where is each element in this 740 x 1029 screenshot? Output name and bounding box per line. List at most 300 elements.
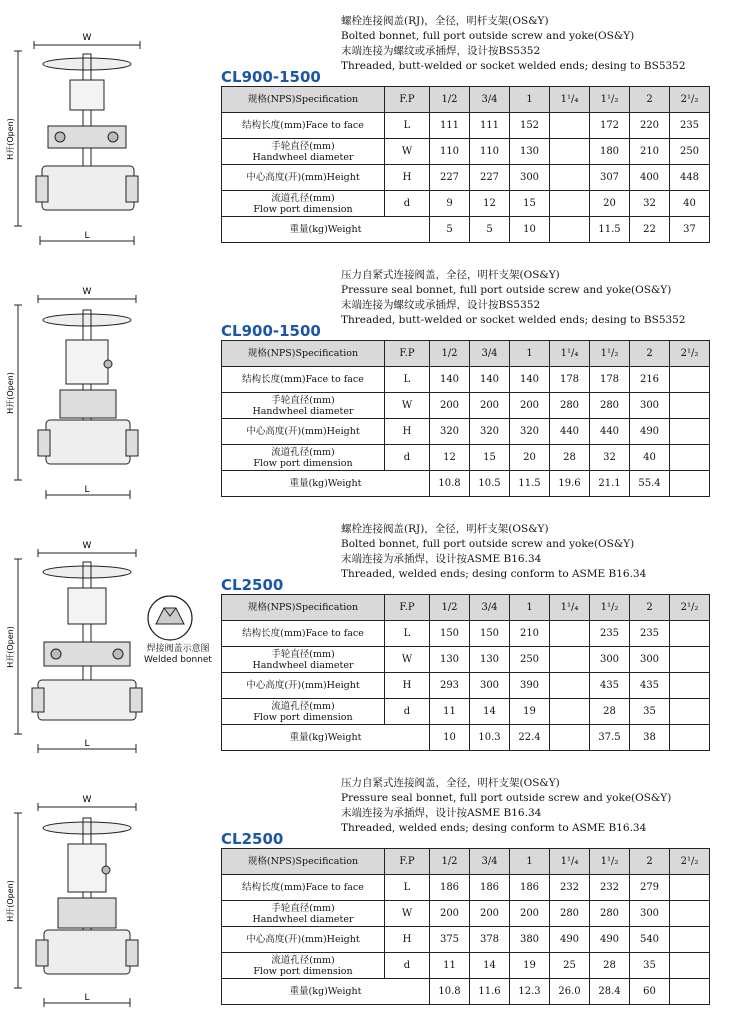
- size-header: 1/2: [430, 87, 470, 113]
- table-cell: 11.5: [510, 471, 550, 497]
- row-label-en: Flow port dimension: [253, 457, 353, 469]
- table-cell: 435: [590, 673, 630, 699]
- length-dimension-label: L: [84, 739, 90, 749]
- bolted-bonnet-valve-drawing: [8, 16, 143, 246]
- table-cell: 10.3: [470, 725, 510, 751]
- table-header-row: [222, 87, 710, 113]
- table-cell: 19: [510, 699, 550, 725]
- table-cell: 26.0: [550, 979, 590, 1005]
- table-header-row: [222, 341, 710, 367]
- width-dimension-label: W: [82, 287, 92, 297]
- length-dimension-label: L: [84, 993, 90, 1003]
- table-cell: 300: [590, 647, 630, 673]
- row-label: 结构长度(mm)Face to face: [222, 875, 385, 901]
- pressure-seal-valve-drawing: [8, 778, 143, 1008]
- table-cell: [670, 445, 710, 471]
- row-label: 中心高度(开)(mm)Height: [222, 165, 385, 191]
- table-cell: 200: [430, 901, 470, 927]
- weight-row: [222, 725, 710, 751]
- table-cell: [670, 875, 710, 901]
- table-cell: 186: [510, 875, 550, 901]
- table-cell: 490: [550, 927, 590, 953]
- size-header: 2: [630, 849, 670, 875]
- spec-header: 规格(NPS)Specification: [222, 595, 385, 621]
- table-cell: 200: [470, 901, 510, 927]
- height-row: [222, 419, 710, 445]
- row-label: [222, 699, 385, 725]
- fp-header: F.P: [385, 849, 430, 875]
- size-header: 3/4: [470, 87, 510, 113]
- table-cell: 400: [630, 165, 670, 191]
- table-cell: 28.4: [590, 979, 630, 1005]
- table-cell: [670, 367, 710, 393]
- flow-port-row: [222, 445, 710, 471]
- table-cell: 11.5: [590, 217, 630, 243]
- row-label-cn: 手轮直径(mm): [271, 140, 335, 152]
- desc-line: 末端连接为承插焊，设计按ASME B16.34: [341, 553, 542, 565]
- pressure-class-label: CL900-1500: [221, 322, 321, 340]
- table-cell: 20: [590, 191, 630, 217]
- spec-table: [221, 848, 710, 1005]
- desc-line: Pressure seal bonnet, full port outside screw and yoke(OS&Y): [341, 284, 672, 296]
- desc-line: Threaded, butt-welded or socket welded ends; desing to BS5352: [341, 314, 686, 326]
- table-cell: 140: [430, 367, 470, 393]
- table-cell: 435: [630, 673, 670, 699]
- length-dimension-label: L: [84, 231, 90, 241]
- size-header: 2: [630, 87, 670, 113]
- row-label: [222, 953, 385, 979]
- table-cell: 300: [470, 673, 510, 699]
- table-cell: 110: [470, 139, 510, 165]
- size-header: 2: [630, 341, 670, 367]
- table-cell: 21.1: [590, 471, 630, 497]
- desc-line: 压力自紧式连接阀盖，全径，明杆支架(OS&Y): [341, 777, 560, 789]
- desc-line: 末端连接为螺纹或承插焊，设计按BS5352: [341, 299, 541, 311]
- bolted-bonnet-valve-drawing: [8, 524, 143, 754]
- row-label: [222, 393, 385, 419]
- table-cell: 235: [630, 621, 670, 647]
- spec-header: 规格(NPS)Specification: [222, 341, 385, 367]
- row-label-en: Handwheel diameter: [252, 659, 354, 671]
- size-header: 1: [510, 595, 550, 621]
- table-cell: 178: [590, 367, 630, 393]
- table-cell: 227: [430, 165, 470, 191]
- table-cell: [550, 139, 590, 165]
- table-cell: [550, 647, 590, 673]
- spec-table: [221, 594, 710, 751]
- desc-line: 压力自紧式连接阀盖，全径，明杆支架(OS&Y): [341, 269, 560, 281]
- size-header: 2¹/₂: [670, 341, 710, 367]
- desc-line: 螺栓连接阀盖(RJ)，全径，明杆支架(OS&Y): [341, 15, 549, 27]
- fp-header: F.P: [385, 595, 430, 621]
- row-label-cn: 流道孔径(mm): [271, 446, 335, 458]
- size-header: 2¹/₂: [670, 849, 710, 875]
- height-dimension-label: H开(Open): [6, 626, 15, 668]
- table-cell: 22.4: [510, 725, 550, 751]
- row-code: W: [385, 901, 430, 927]
- row-label-cn: 手轮直径(mm): [271, 902, 335, 914]
- row-label: 结构长度(mm)Face to face: [222, 113, 385, 139]
- section-description: [341, 14, 686, 74]
- flow-port-row: [222, 953, 710, 979]
- table-cell: 32: [630, 191, 670, 217]
- size-header: 2: [630, 595, 670, 621]
- height-row: [222, 673, 710, 699]
- table-cell: 280: [550, 901, 590, 927]
- handwheel-row: [222, 647, 710, 673]
- table-cell: 150: [470, 621, 510, 647]
- table-cell: 200: [510, 393, 550, 419]
- face-to-face-row: [222, 113, 710, 139]
- height-dimension-label: H开(Open): [6, 880, 15, 922]
- table-cell: 440: [550, 419, 590, 445]
- size-header: 1/2: [430, 595, 470, 621]
- table-cell: 220: [630, 113, 670, 139]
- table-cell: 35: [630, 953, 670, 979]
- row-label-cn: 流道孔径(mm): [271, 700, 335, 712]
- height-dimension-label: H开(Open): [6, 372, 15, 414]
- face-to-face-row: [222, 367, 710, 393]
- row-label-en: Flow port dimension: [253, 203, 353, 215]
- handwheel-row: [222, 393, 710, 419]
- row-label: [222, 901, 385, 927]
- table-cell: 378: [470, 927, 510, 953]
- table-cell: 250: [510, 647, 550, 673]
- table-cell: 37.5: [590, 725, 630, 751]
- row-label: 中心高度(开)(mm)Height: [222, 419, 385, 445]
- table-cell: 150: [430, 621, 470, 647]
- pressure-class-label: CL2500: [221, 576, 284, 594]
- table-cell: 440: [590, 419, 630, 445]
- table-cell: 390: [510, 673, 550, 699]
- table-cell: [670, 621, 710, 647]
- table-cell: 19.6: [550, 471, 590, 497]
- section-description: [341, 268, 686, 328]
- size-header: 3/4: [470, 849, 510, 875]
- table-cell: 320: [510, 419, 550, 445]
- table-cell: 32: [590, 445, 630, 471]
- table-cell: 40: [630, 445, 670, 471]
- desc-line: Threaded, butt-welded or socket welded ends; desing to BS5352: [341, 60, 686, 72]
- width-dimension-label: W: [82, 33, 92, 43]
- size-header: 1¹/₄: [550, 849, 590, 875]
- table-cell: 300: [510, 165, 550, 191]
- table-cell: [550, 191, 590, 217]
- table-cell: 235: [590, 621, 630, 647]
- table-cell: 14: [470, 699, 510, 725]
- table-cell: 300: [630, 647, 670, 673]
- row-code: H: [385, 419, 430, 445]
- table-cell: 37: [670, 217, 710, 243]
- table-cell: [670, 673, 710, 699]
- table-cell: 28: [590, 953, 630, 979]
- table-cell: [550, 217, 590, 243]
- desc-line: 末端连接为承插焊，设计按ASME B16.34: [341, 807, 542, 819]
- spec-table: [221, 340, 710, 497]
- table-cell: 5: [470, 217, 510, 243]
- valve-section-2: [0, 268, 740, 518]
- table-cell: 110: [430, 139, 470, 165]
- table-cell: 12: [430, 445, 470, 471]
- table-cell: 5: [430, 217, 470, 243]
- table-cell: [670, 393, 710, 419]
- row-code: W: [385, 393, 430, 419]
- table-cell: 186: [470, 875, 510, 901]
- weld-note-en: Welded bonnet: [144, 655, 212, 665]
- size-header: 1¹/₂: [590, 341, 630, 367]
- table-cell: 140: [470, 367, 510, 393]
- table-cell: 38: [630, 725, 670, 751]
- table-cell: 15: [470, 445, 510, 471]
- table-cell: 152: [510, 113, 550, 139]
- table-cell: 200: [470, 393, 510, 419]
- size-header: 1¹/₄: [550, 87, 590, 113]
- height-row: [222, 927, 710, 953]
- table-cell: 14: [470, 953, 510, 979]
- size-header: 2¹/₂: [670, 87, 710, 113]
- table-cell: [670, 699, 710, 725]
- table-cell: 10.8: [430, 979, 470, 1005]
- size-header: 1/2: [430, 849, 470, 875]
- spec-table: [221, 86, 710, 243]
- size-header: 1: [510, 341, 550, 367]
- height-row: [222, 165, 710, 191]
- table-cell: 210: [510, 621, 550, 647]
- table-cell: 10.8: [430, 471, 470, 497]
- size-header: 1¹/₄: [550, 595, 590, 621]
- desc-line: Bolted bonnet, full port outside screw and yoke(OS&Y): [341, 30, 635, 42]
- table-cell: 130: [510, 139, 550, 165]
- pressure-class-label: CL900-1500: [221, 68, 321, 86]
- width-dimension-label: W: [82, 541, 92, 551]
- row-code: W: [385, 647, 430, 673]
- row-label-en: Handwheel diameter: [252, 151, 354, 163]
- table-cell: 490: [590, 927, 630, 953]
- table-cell: 20: [510, 445, 550, 471]
- table-cell: [670, 419, 710, 445]
- size-header: 1¹/₂: [590, 849, 630, 875]
- size-header: 3/4: [470, 341, 510, 367]
- row-label-cn: 流道孔径(mm): [271, 954, 335, 966]
- table-cell: 10: [430, 725, 470, 751]
- table-cell: 232: [590, 875, 630, 901]
- length-dimension-label: L: [84, 485, 90, 495]
- table-cell: [550, 673, 590, 699]
- table-cell: 227: [470, 165, 510, 191]
- row-label: 重量(kg)Weight: [222, 471, 430, 497]
- table-cell: [550, 165, 590, 191]
- row-label-cn: 手轮直径(mm): [271, 648, 335, 660]
- row-code: L: [385, 367, 430, 393]
- table-cell: [550, 725, 590, 751]
- table-cell: 540: [630, 927, 670, 953]
- table-cell: 130: [470, 647, 510, 673]
- table-cell: 232: [550, 875, 590, 901]
- table-cell: 320: [430, 419, 470, 445]
- table-cell: 235: [670, 113, 710, 139]
- row-code: H: [385, 673, 430, 699]
- row-code: d: [385, 953, 430, 979]
- table-cell: 300: [630, 901, 670, 927]
- face-to-face-row: [222, 875, 710, 901]
- row-label: 重量(kg)Weight: [222, 725, 430, 751]
- table-cell: 180: [590, 139, 630, 165]
- table-cell: [670, 725, 710, 751]
- table-cell: 307: [590, 165, 630, 191]
- row-label: 结构长度(mm)Face to face: [222, 621, 385, 647]
- size-header: 1¹/₂: [590, 595, 630, 621]
- table-cell: [670, 927, 710, 953]
- size-header: 1¹/₂: [590, 87, 630, 113]
- table-cell: 10.5: [470, 471, 510, 497]
- width-dimension-label: W: [82, 795, 92, 805]
- row-label: [222, 139, 385, 165]
- table-cell: 35: [630, 699, 670, 725]
- table-cell: 28: [590, 699, 630, 725]
- row-label-cn: 流道孔径(mm): [271, 192, 335, 204]
- weight-row: [222, 471, 710, 497]
- table-cell: 490: [630, 419, 670, 445]
- face-to-face-row: [222, 621, 710, 647]
- table-cell: 40: [670, 191, 710, 217]
- row-label-en: Handwheel diameter: [252, 913, 354, 925]
- row-code: H: [385, 165, 430, 191]
- table-cell: 55.4: [630, 471, 670, 497]
- table-cell: 200: [430, 393, 470, 419]
- weld-note-cn: 焊接阀盖示意图: [146, 644, 210, 654]
- size-header: 2¹/₂: [670, 595, 710, 621]
- table-cell: 186: [430, 875, 470, 901]
- row-label-en: Flow port dimension: [253, 711, 353, 723]
- table-cell: 448: [670, 165, 710, 191]
- row-code: H: [385, 927, 430, 953]
- table-cell: [550, 621, 590, 647]
- valve-section-3: [0, 522, 740, 772]
- fp-header: F.P: [385, 341, 430, 367]
- row-label: [222, 647, 385, 673]
- size-header: 1: [510, 849, 550, 875]
- section-description: [341, 776, 671, 836]
- desc-line: Pressure seal bonnet, full port outside screw and yoke(OS&Y): [341, 792, 672, 804]
- table-cell: 60: [630, 979, 670, 1005]
- table-cell: 172: [590, 113, 630, 139]
- row-label: 重量(kg)Weight: [222, 979, 430, 1005]
- flow-port-row: [222, 699, 710, 725]
- handwheel-row: [222, 901, 710, 927]
- section-description: [341, 522, 646, 582]
- table-cell: 280: [590, 901, 630, 927]
- table-cell: 11.6: [470, 979, 510, 1005]
- spec-header: 规格(NPS)Specification: [222, 87, 385, 113]
- height-dimension-label: H开(Open): [6, 118, 15, 160]
- table-cell: [670, 471, 710, 497]
- flow-port-row: [222, 191, 710, 217]
- table-cell: 320: [470, 419, 510, 445]
- row-code: d: [385, 445, 430, 471]
- table-cell: 216: [630, 367, 670, 393]
- table-cell: 19: [510, 953, 550, 979]
- row-label: 重量(kg)Weight: [222, 217, 430, 243]
- table-header-row: [222, 595, 710, 621]
- weight-row: [222, 979, 710, 1005]
- row-label: [222, 191, 385, 217]
- row-label-cn: 手轮直径(mm): [271, 394, 335, 406]
- row-label: [222, 445, 385, 471]
- row-code: L: [385, 875, 430, 901]
- table-cell: 293: [430, 673, 470, 699]
- valve-section-1: [0, 14, 740, 264]
- table-cell: 28: [550, 445, 590, 471]
- table-cell: 9: [430, 191, 470, 217]
- table-cell: 12: [470, 191, 510, 217]
- row-code: d: [385, 699, 430, 725]
- row-code: L: [385, 113, 430, 139]
- size-header: 3/4: [470, 595, 510, 621]
- table-cell: 22: [630, 217, 670, 243]
- desc-line: 末端连接为螺纹或承插焊，设计按BS5352: [341, 45, 541, 57]
- handwheel-row: [222, 139, 710, 165]
- pressure-class-label: CL2500: [221, 830, 284, 848]
- weight-row: [222, 217, 710, 243]
- row-code: W: [385, 139, 430, 165]
- fp-header: F.P: [385, 87, 430, 113]
- row-code: d: [385, 191, 430, 217]
- welded-bonnet-detail-icon: [146, 594, 194, 642]
- size-header: 1¹/₄: [550, 341, 590, 367]
- table-cell: 280: [590, 393, 630, 419]
- table-cell: 15: [510, 191, 550, 217]
- table-cell: 11: [430, 699, 470, 725]
- table-cell: 25: [550, 953, 590, 979]
- welded-bonnet-note: [136, 644, 220, 666]
- table-cell: [550, 699, 590, 725]
- desc-line: 螺栓连接阀盖(RJ)，全径，明杆支架(OS&Y): [341, 523, 549, 535]
- table-cell: [550, 113, 590, 139]
- table-cell: 140: [510, 367, 550, 393]
- desc-line: Threaded, welded ends; desing conform to ASME B16.34: [341, 822, 647, 834]
- table-cell: [670, 979, 710, 1005]
- table-cell: 10: [510, 217, 550, 243]
- row-label: 中心高度(开)(mm)Height: [222, 927, 385, 953]
- table-cell: 111: [470, 113, 510, 139]
- table-cell: 250: [670, 139, 710, 165]
- table-cell: 280: [550, 393, 590, 419]
- row-label-en: Flow port dimension: [253, 965, 353, 977]
- desc-line: Bolted bonnet, full port outside screw and yoke(OS&Y): [341, 538, 635, 550]
- spec-header: 规格(NPS)Specification: [222, 849, 385, 875]
- size-header: 1/2: [430, 341, 470, 367]
- row-code: L: [385, 621, 430, 647]
- valve-section-4: [0, 776, 740, 1026]
- pressure-seal-valve-drawing: [8, 270, 143, 500]
- size-header: 1: [510, 87, 550, 113]
- table-cell: 200: [510, 901, 550, 927]
- table-cell: 279: [630, 875, 670, 901]
- table-cell: 375: [430, 927, 470, 953]
- table-cell: 111: [430, 113, 470, 139]
- table-cell: 300: [630, 393, 670, 419]
- table-cell: 178: [550, 367, 590, 393]
- table-cell: 11: [430, 953, 470, 979]
- table-cell: [670, 953, 710, 979]
- table-cell: 210: [630, 139, 670, 165]
- row-label: 结构长度(mm)Face to face: [222, 367, 385, 393]
- table-cell: 130: [430, 647, 470, 673]
- table-cell: 380: [510, 927, 550, 953]
- table-cell: 12.3: [510, 979, 550, 1005]
- row-label: 中心高度(开)(mm)Height: [222, 673, 385, 699]
- table-cell: [670, 901, 710, 927]
